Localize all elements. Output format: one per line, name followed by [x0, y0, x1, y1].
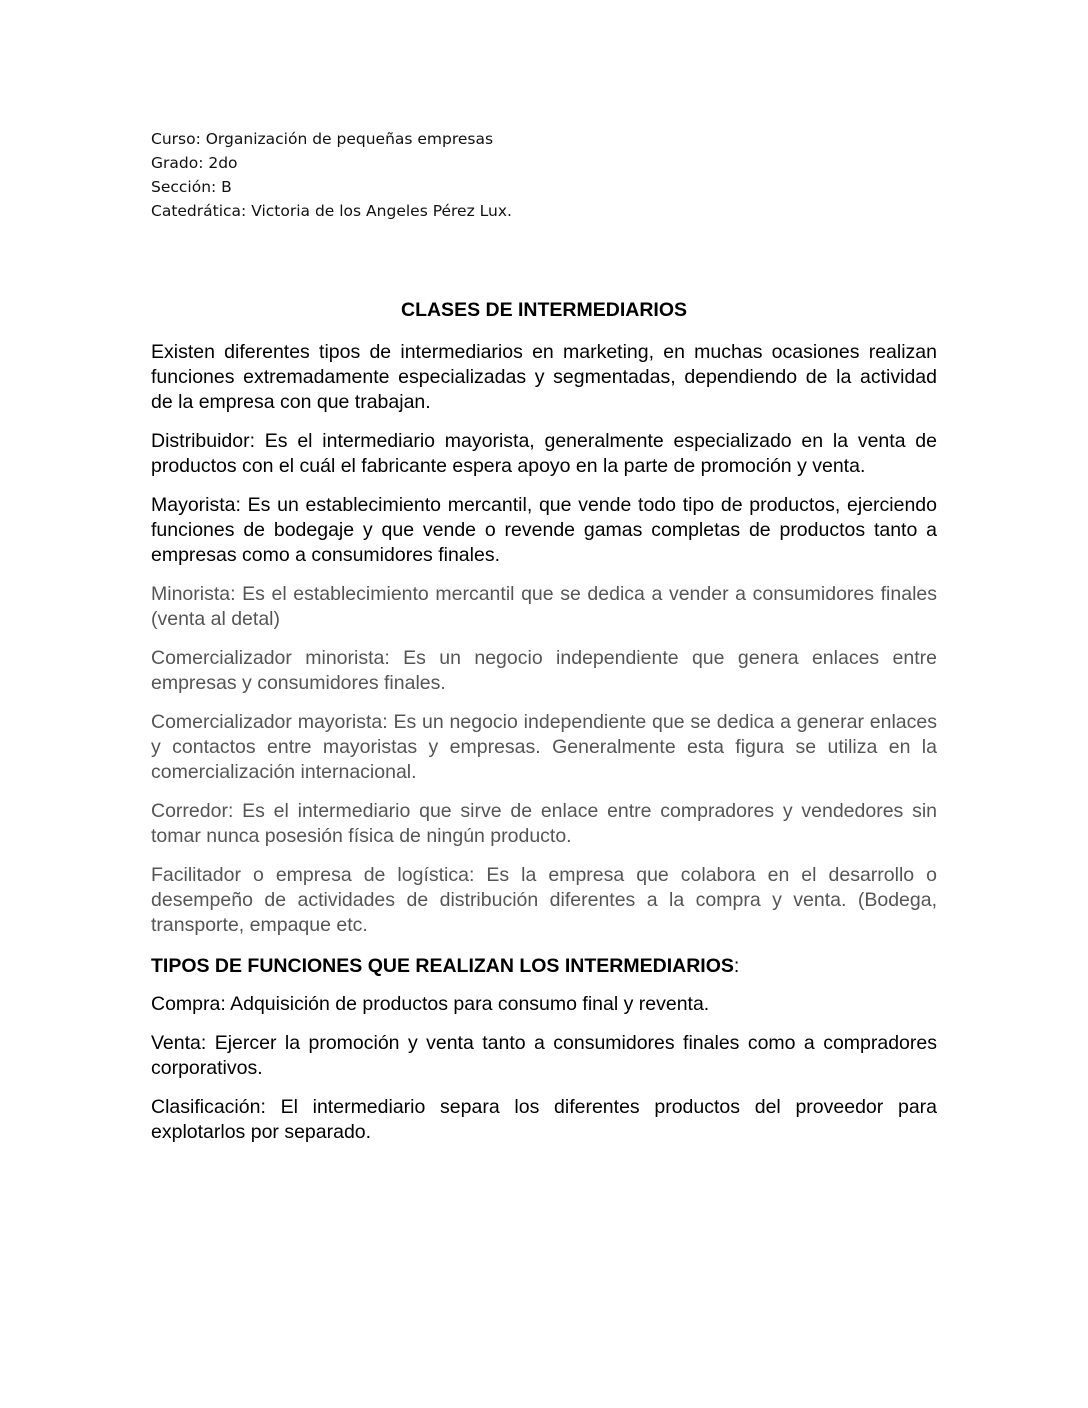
grade-line: Grado: 2do	[151, 154, 238, 172]
class-distribuidor: Distribuidor: Es el intermediario mayorista, generalmente especializado en la venta de productos con el cuál el fabricante espera apoyo en la parte de promoción y venta.	[151, 430, 937, 477]
functions-heading-text: TIPOS DE FUNCIONES QUE REALIZAN LOS INTERMEDIARIOS	[151, 955, 734, 977]
document-title: CLASES DE INTERMEDIARIOS	[400, 299, 688, 321]
section-line: Sección: B	[151, 178, 232, 196]
class-comercializador-mayorista: Comercializador mayorista: Es un negocio independiente que se dedica a generar enlaces y contactos entre mayoristas y empresas. Generalmente esta figura se utiliza en la comercialización internacional.	[151, 711, 937, 783]
function-compra: Compra: Adquisición de productos para consumo final y reventa.	[151, 993, 710, 1015]
document-body	[151, 298, 937, 1159]
functions-heading	[151, 954, 937, 979]
class-facilitador: Facilitador o empresa de logística: Es la empresa que colabora en el desarrollo o desempeño de actividades de distribución diferentes a la compra y venta. (Bodega, transporte, empaque etc.	[151, 864, 937, 936]
document-header	[151, 127, 512, 223]
course-line: Curso: Organización de pequeñas empresas	[151, 130, 494, 148]
function-venta: Venta: Ejercer la promoción y venta tanto a consumidores finales como a compradores corporativos.	[151, 1032, 937, 1079]
class-minorista: Minorista: Es el establecimiento mercantil que se dedica a vender a consumidores finales (venta al detal)	[151, 583, 937, 630]
class-corredor: Corredor: Es el intermediario que sirve de enlace entre compradores y vendedores sin tomar nunca posesión física de ningún producto.	[151, 800, 937, 847]
function-clasificacion: Clasificación: El intermediario separa los diferentes productos del proveedor para explotarlos por separado.	[151, 1096, 937, 1143]
functions-heading-colon: :	[733, 955, 740, 977]
teacher-line: Catedrática: Victoria de los Angeles Pérez Lux.	[151, 202, 512, 220]
intro-paragraph: Existen diferentes tipos de intermediarios en marketing, en muchas ocasiones realizan funciones extremadamente especializadas y segmentadas, dependiendo de la actividad de la empresa con que trabajan.	[151, 341, 937, 413]
class-comercializador-minorista: Comercializador minorista: Es un negocio independiente que genera enlaces entre empresas y consumidores finales.	[151, 647, 937, 694]
class-mayorista: Mayorista: Es un establecimiento mercantil, que vende todo tipo de productos, ejerciendo funciones de bodegaje y que vende o revende gamas completas de productos tanto a empresas como a consumidores finales.	[151, 494, 937, 566]
